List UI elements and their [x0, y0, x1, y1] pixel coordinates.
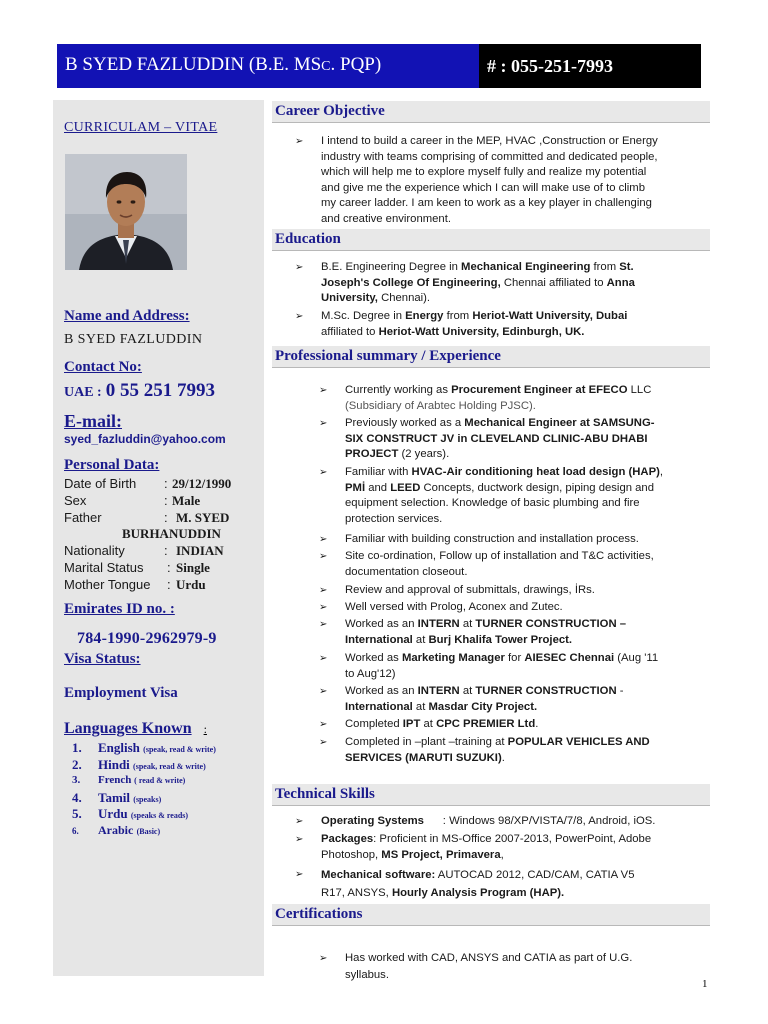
experience-item: ➢ Worked as Marketing Manager for AIESEC Chennai (Aug '11 to Aug'12) — [319, 652, 659, 680]
experience-item: ➢ Familiar with HVAC-Air conditioning heat load design (HAP), PMİ and LEED Concepts, ductwork design, piping design and equipment selection. Knowledge of basic plumbing and fire protection services. — [319, 466, 664, 525]
email-value[interactable]: syed_fazluddin@yahoo.com — [64, 432, 226, 446]
experience-item: ➢ Previously worked as a Mechanical Engineer at SAMSUNG- SIX CONSTRUCT JV in CLEVELAND CLINIC-ABU DHABI PROJECT (2 years). — [319, 417, 655, 460]
name-value: B SYED FAZLUDDIN — [64, 332, 203, 347]
header-bar — [57, 44, 701, 88]
profile-photo — [65, 154, 187, 270]
page-number: 1 — [702, 978, 708, 990]
personal-data-heading: Personal Data: — [64, 457, 160, 473]
skill-item: ➢ Mechanical software: AUTOCAD 2012, CAD/CAM, CATIA V5 R17, ANSYS, Hourly Analysis Program (HAP). — [321, 866, 635, 902]
section-technical-skills: Technical Skills — [272, 784, 710, 806]
sidebar: CURRICULAM – VITAE Name and Address: B SYED FAZLUDDIN Contact No: UAE : 0 55 251 7993 E-mail: syed_fazluddin@yahoo.com Personal Data: Date of Birth : 29/12/1990 Sex : Male Father : M. SYED BURHANUDDIN Nationality : INDIAN Marital Status : Single Mother Tongue : Urdu Emirates ID no. : 784-1990-2962979-9 Visa Status: Employment Visa Languages Known : 1. English (speak, read & write) 2. Hindi (speak, read & write) 3. French ( read & write) 4. Tamil (speaks) 5. Urdu (speaks & reads) 6. Arabic (Basic) — [53, 100, 264, 976]
section-career-objective: Career Objective — [272, 101, 710, 123]
emirates-heading: Emirates ID no. : — [64, 601, 175, 617]
emirates-value: 784-1990-2962979-9 — [77, 630, 217, 647]
arrow-bullet-icon: ➢ — [295, 262, 304, 273]
experience-item: ➢ Worked as an INTERN at TURNER CONSTRUCTION – International at Burj Khalifa Tower Project. — [319, 618, 627, 646]
experience-item: ➢ Completed IPT at CPC PREMIER Ltd. — [345, 717, 538, 733]
candidate-name: B SYED FAZLUDDIN (B.E. MSC. PQP) — [65, 54, 382, 75]
cv-title: CURRICULAM – VITAE — [64, 120, 218, 135]
personal-row-sex: Sex : Male — [64, 493, 201, 508]
arrow-bullet-icon: ➢ — [319, 467, 328, 478]
certification-item: ➢ Has worked with CAD, ANSYS and CATIA as part of U.G. syllabus. — [319, 952, 633, 981]
contact-heading: Contact No: — [64, 359, 142, 375]
name-address-heading: Name and Address: — [64, 308, 190, 324]
education-item: ➢ M.Sc. Degree in Energy from Heriot-Watt University, Dubai affiliated to Heriot-Watt University, Edinburgh, UK. — [295, 310, 628, 338]
experience-item: ➢ Currently working as Procurement Engineer at EFECO LLC (Subsidiary of Arabtec Holding PJSC). — [319, 384, 652, 412]
arrow-bullet-icon: ➢ — [295, 869, 304, 880]
language-item: 5. Urdu (speaks & reads) — [72, 806, 189, 821]
personal-row-tongue: Mother Tongue : Urdu — [64, 577, 206, 592]
arrow-bullet-icon: ➢ — [319, 953, 328, 964]
language-item: 2. Hindi (speak, read & write) — [72, 757, 206, 772]
personal-row-nationality: Nationality : INDIAN — [64, 543, 224, 558]
arrow-bullet-icon: ➢ — [295, 816, 304, 827]
email-heading: E-mail: — [64, 411, 122, 431]
experience-item: ➢ Well versed with Prolog, Aconex and Zutec. — [345, 600, 563, 616]
personal-row-dob: Date of Birth : 29/12/1990 — [64, 476, 232, 491]
arrow-bullet-icon: ➢ — [319, 551, 328, 562]
arrow-bullet-icon: ➢ — [319, 585, 328, 596]
arrow-bullet-icon: ➢ — [319, 686, 328, 697]
person-photo-icon — [65, 154, 187, 270]
experience-item: ➢ Review and approval of submittals, drawings, İRs. — [345, 583, 595, 599]
header-phone: # : 055-251-7993 — [479, 44, 701, 88]
arrow-bullet-icon: ➢ — [295, 136, 304, 147]
language-item: 3. French ( read & write) — [72, 774, 186, 786]
personal-row-marital: Marital Status : Single — [64, 560, 210, 575]
arrow-bullet-icon: ➢ — [295, 311, 304, 322]
languages-heading: Languages Known : — [64, 720, 207, 737]
visa-heading: Visa Status: — [64, 651, 141, 667]
arrow-bullet-icon: ➢ — [319, 602, 328, 613]
section-education: Education — [272, 229, 710, 251]
career-objective-text: ➢ I intend to build a career in the MEP, HVAC ,Construction or Energy industry with teams comprising of committed and dedicated people, which will help me to explore myself fully and realize my potential and give me the experience which I can will make use of to climb my career ladder. I am keen to work as a key player in challenging and creative environment. — [295, 135, 658, 225]
education-item: ➢ B.E. Engineering Degree in Mechanical Engineering from St. Joseph's College Of Engineering, Chennai affiliated to Anna University, Chennai). — [295, 261, 635, 304]
section-experience: Professional summary / Experience — [272, 346, 710, 368]
language-item: 6. Arabic (Basic) — [72, 823, 161, 837]
experience-item: ➢ Site co-ordination, Follow up of installation and T&C activities, documentation closeout. — [319, 550, 654, 578]
section-certifications: Certifications — [272, 904, 710, 926]
skill-item: ➢ Operating Systems : Windows 98/XP/VISTA/7/8, Android, iOS. — [321, 814, 655, 830]
experience-item: ➢ Worked as an INTERN at TURNER CONSTRUCTION - International at Masdar City Project. — [319, 685, 624, 713]
language-item: 4. Tamil (speaks) — [72, 790, 162, 805]
arrow-bullet-icon: ➢ — [319, 534, 328, 545]
uae-phone: UAE : 0 55 251 7993 — [64, 380, 215, 401]
arrow-bullet-icon: ➢ — [319, 737, 328, 748]
skill-item: ➢ Packages: Proficient in MS-Office 2007-2013, PowerPoint, Adobe Photoshop, MS Project, Primavera, — [295, 833, 652, 861]
arrow-bullet-icon: ➢ — [319, 719, 328, 730]
arrow-bullet-icon: ➢ — [319, 653, 328, 664]
experience-item: ➢ Completed in –plant –training at POPULAR VEHICLES AND SERVICES (MARUTI SUZUKI). — [319, 736, 650, 764]
arrow-bullet-icon: ➢ — [295, 834, 304, 845]
arrow-bullet-icon: ➢ — [319, 385, 328, 396]
visa-value: Employment Visa — [64, 685, 178, 701]
arrow-bullet-icon: ➢ — [319, 619, 328, 630]
language-item: 1. English (speak, read & write) — [72, 740, 216, 755]
arrow-bullet-icon: ➢ — [319, 418, 328, 429]
experience-item: ➢ Familiar with building construction and installation process. — [345, 532, 639, 548]
personal-row-father: Father : M. SYED — [64, 510, 230, 525]
